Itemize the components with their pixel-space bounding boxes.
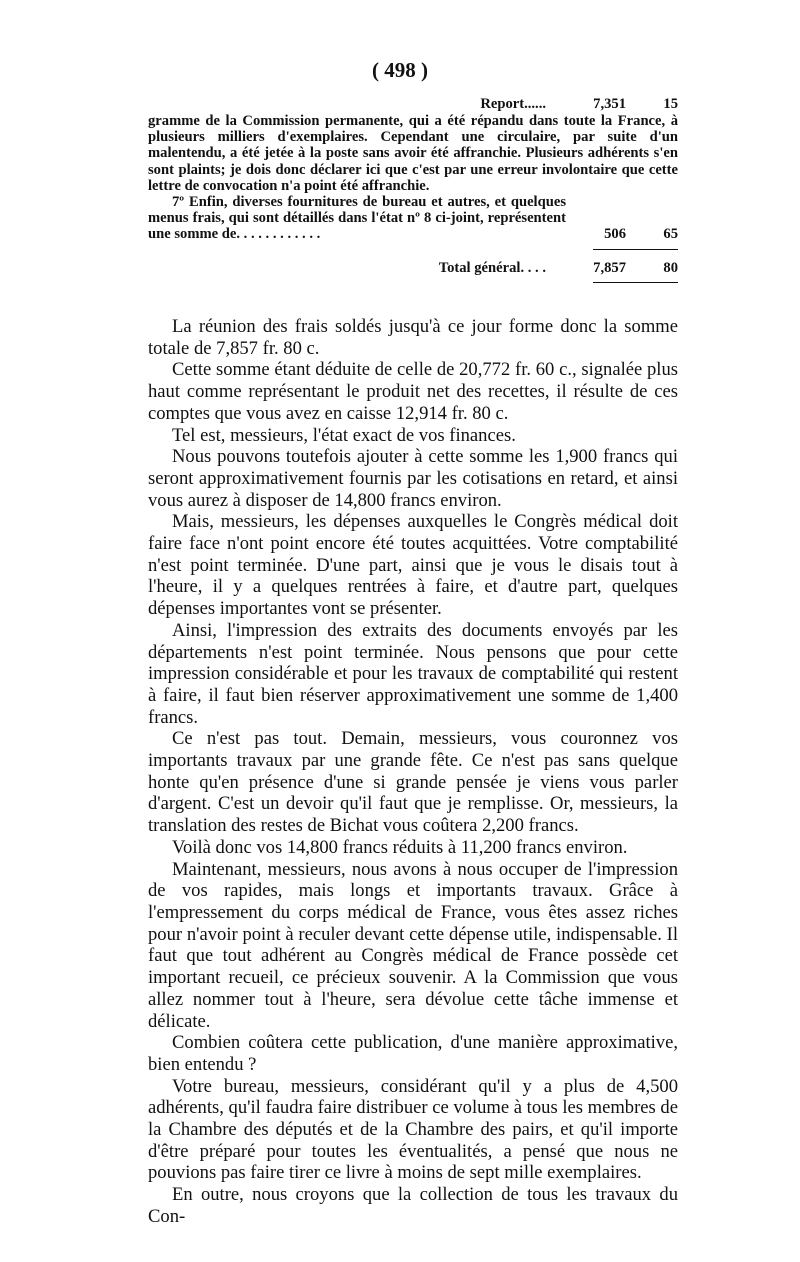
page-number: ( 498 ) [372, 58, 428, 82]
paragraph-9: Maintenant, messieurs, nous avons à nous occuper de l'impression de vos rapides, mais longs et importants travaux. Grâce à l'empressement du corps médical de France, vous êtes assez riches pour n'avoir point à reculer devant cette dépense utile, indispensable. Il faut que tout adhérent au Congrès médical de France possède cet important recueil, ce précieux souvenir. A la Commission que vous allez nommer tout à l'heure, sera dévolue cette tâche immense et délicate. [148, 858, 678, 1032]
total-rule [593, 282, 678, 283]
item-7-centimes: 65 [663, 226, 678, 243]
paragraph-8: Voilà donc vos 14,800 francs réduits à 11,200 francs environ. [172, 836, 628, 858]
paragraph-1: La réunion des frais soldés jusqu'à ce jour forme donc la somme totale de 7,857 fr. 80 c. [148, 316, 678, 359]
report-row-container [148, 96, 678, 112]
paragraph-3: Tel est, messieurs, l'état exact de vos finances. [172, 424, 516, 446]
paragraph-2: Cette somme étant déduite de celle de 20,772 fr. 60 c., signalée plus haut comme représentant le produit net des recettes, il résulte de ces comptes que vous avez en caisse 12,914 fr. 80 c. [148, 359, 678, 424]
total-label: Total général. . . . [438, 259, 546, 276]
report-row [148, 96, 678, 112]
total-francs: 7,857 [593, 259, 626, 276]
item-7-block [148, 194, 678, 243]
paragraph-5: Mais, messieurs, les dépenses auxquelles le Congrès médical doit faire face n'ont point encore été toutes acquittées. Votre comptabilité n'est point terminée. D'une part, ainsi que je vous le disais tout à l'heure, il y a quelques rentrées à faire, et d'autre part, quelques dépenses importantes vont se présenter. [148, 511, 678, 620]
paragraph-11: Votre bureau, messieurs, considérant qu'il y a plus de 4,500 adhérents, qu'il faudra faire distribuer ce volume à tous les membres de la Chambre des députés et de la Chambre des pairs, et qu'il importe d'être préparé pour toutes les éventualités, a pensé que nous ne pouvions pas faire tirer ce livre à moins de sept mille exemplaires. [148, 1075, 678, 1184]
report-label: Report...... [480, 96, 546, 112]
commission-paragraph: gramme de la Commission permanente, qui a été répandu dans toute la France, à plusieurs milliers d'exemplaires. Cependant une circulaire, par suite d'un malentendu, a été jetée à la poste sans avoir été affranchie. Plusieurs adhérents s'en sont plaints; je dois donc déclarer ici que c'est par une erreur involontaire que cette lettre de convocation n'a point été affranchie. [148, 113, 678, 194]
paragraph-7: Ce n'est pas tout. Demain, messieurs, vous couronnez vos importants travaux par une grande fête. Ce n'est pas sans quelque honte qu'en présence d'une si grande pensée je viens vous parler d'argent. C'est un devoir qu'il faut que je remplisse. Or, messieurs, la translation des restes de Bichat vous coûtera 2,200 francs. [148, 728, 678, 837]
item-7-paragraph: 7º Enfin, diverses fournitures de bureau et autres, et quelques menus frais, qui sont détaillés dans l'état nº 8 ci-joint, représentent une somme de. . . . . . . . . . . . [148, 194, 566, 243]
small-text-block [148, 113, 678, 283]
paragraph-12: En outre, nous croyons que la collection de tous les travaux du Con- [148, 1184, 678, 1227]
total-centimes: 80 [663, 259, 678, 276]
paragraph-6: Ainsi, l'impression des extraits des documents envoyés par les départements n'est point terminée. Nous pensons que pour cette impression considérable et pour les travaux de comptabilité qui restent à faire, il faut bien réserver approximativement une somme de 1,400 francs. [148, 619, 678, 728]
total-row [148, 260, 678, 276]
report-francs: 7,351 [593, 96, 626, 112]
report-centimes: 15 [663, 96, 678, 112]
item-7-francs: 506 [604, 226, 626, 243]
paragraph-4: Nous pouvons toutefois ajouter à cette somme les 1,900 francs qui seront approximativement fournis par les cotisations en retard, et ainsi vous aurez à disposer de 14,800 francs environ. [148, 446, 678, 511]
body-text-block [148, 316, 678, 1228]
paragraph-10: Combien coûtera cette publication, d'une manière approximative, bien entendu ? [148, 1032, 678, 1075]
sum-rule [593, 249, 678, 250]
